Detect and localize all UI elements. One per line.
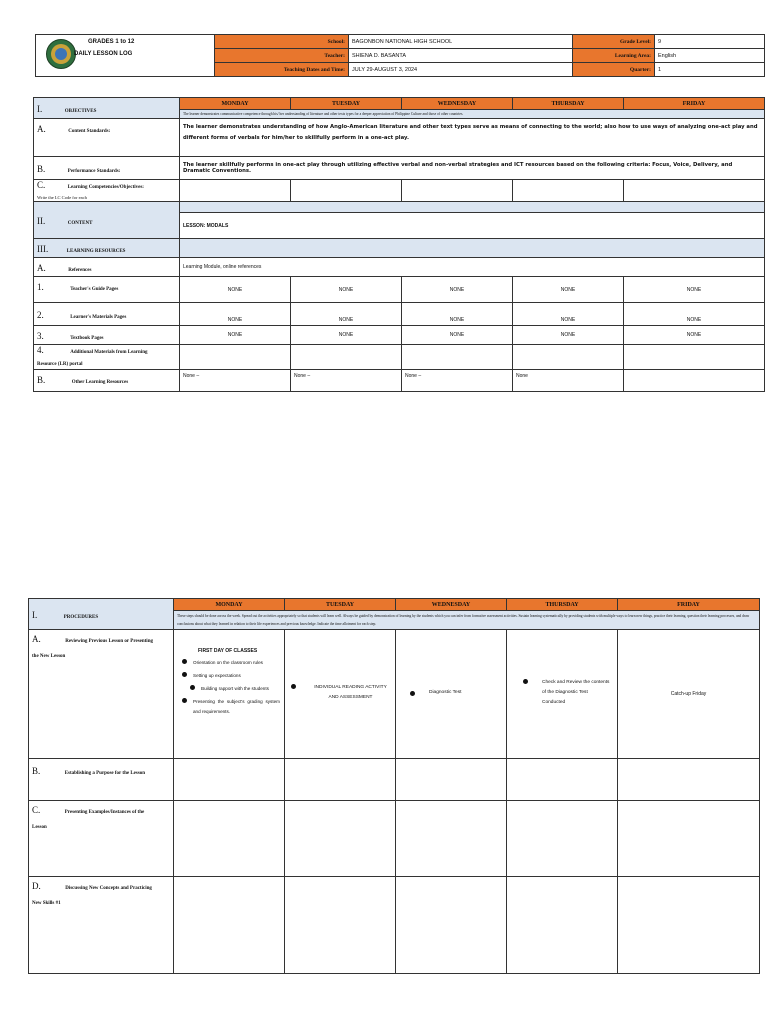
content-title: CONTENT: [67, 221, 93, 226]
learners-materials-friday: NONE: [624, 303, 765, 326]
textbook-pages-number: 3.: [37, 331, 44, 341]
content-number: II.: [37, 216, 46, 226]
proc-day-header-tuesday: TUESDAY: [285, 599, 396, 611]
procedures-title: PROCEDURES: [63, 615, 99, 620]
presenting-thursday: [507, 801, 618, 877]
establishing-tuesday: [285, 759, 396, 801]
reviewing-number: A.: [32, 634, 41, 644]
tuesday-bullet: [291, 683, 389, 703]
bullet-icon: [182, 659, 187, 664]
other-resources-friday: [624, 370, 765, 392]
teachers-guide-friday: NONE: [624, 277, 765, 303]
presenting-number: C.: [32, 805, 41, 815]
discussing-number: D.: [32, 881, 41, 891]
discussing-tuesday: [285, 877, 396, 974]
objectives-title: OBJECTIVES: [64, 109, 97, 114]
performance-standards-number: B.: [37, 164, 46, 174]
tuesday-activity: INDIVIDUAL READING ACTIVITY AND ASSESSMENT: [314, 684, 387, 700]
learners-materials-monday: NONE: [180, 303, 291, 326]
other-resources-wednesday: None –: [402, 370, 513, 392]
other-resources-tuesday: None –: [291, 370, 402, 392]
school-value: BAGONBON NATIONAL HIGH SCHOOL: [349, 35, 573, 49]
day-header-monday: MONDAY: [180, 98, 291, 110]
textbook-pages-wednesday: NONE: [402, 326, 513, 345]
textbook-pages-tuesday: NONE: [291, 326, 402, 345]
proc-day-header-monday: MONDAY: [174, 599, 285, 611]
teacher-label: Teacher:: [215, 49, 349, 63]
grade-value: 9: [655, 35, 765, 49]
content-heading-cell: [34, 202, 180, 239]
area-label: Learning Area:: [573, 49, 655, 63]
additional-materials-friday: [624, 345, 765, 370]
presenting-wednesday: [396, 801, 507, 877]
bullet-icon: [291, 684, 296, 689]
monday-first-day-heading: FIRST DAY OF CLASSES: [198, 648, 258, 654]
reviewing-title: Reviewing Previous Lesson or Presenting: [65, 639, 153, 644]
monday-bullet-2-text: Setting up expectations: [193, 673, 241, 678]
lc-monday: [180, 180, 291, 202]
other-resources-title: Other Learning Resources: [71, 380, 129, 385]
learners-materials-wednesday: NONE: [402, 303, 513, 326]
reviewing-friday: Catch-up Friday: [618, 630, 760, 759]
procedures-heading-cell: [29, 599, 174, 630]
bullet-icon: [523, 679, 528, 684]
establishing-monday: [174, 759, 285, 801]
teachers-guide-wednesday: NONE: [402, 277, 513, 303]
procedures-table: [28, 598, 760, 974]
learning-competencies-sub: Write the LC Code for each: [37, 195, 87, 200]
references-title: References: [68, 268, 92, 273]
thursday-activity: Check and Review the contents of the Diagnostic Test Conducted: [542, 679, 610, 705]
learning-competencies-label: [34, 180, 180, 202]
discussing-monday: [174, 877, 285, 974]
teachers-guide-label: [34, 277, 180, 303]
grade-label: Grade Level:: [573, 35, 655, 49]
textbook-pages-monday: NONE: [180, 326, 291, 345]
monday-bullet-1: [182, 658, 280, 668]
textbook-pages-label: [34, 326, 180, 345]
learners-materials-tuesday: NONE: [291, 303, 402, 326]
school-label: School:: [215, 35, 349, 49]
bullet-icon: [182, 698, 187, 703]
other-resources-number: B.: [37, 375, 46, 385]
discussing-wednesday: [396, 877, 507, 974]
day-header-thursday: THURSDAY: [513, 98, 624, 110]
other-resources-monday: None –: [180, 370, 291, 392]
discussing-label: [29, 877, 174, 974]
deped-seal-icon: [46, 39, 76, 69]
monday-bullet-1-text: Orientation on the classroom rules: [193, 660, 263, 665]
additional-materials-wednesday: [402, 345, 513, 370]
monday-bullet-2: [182, 671, 280, 681]
learners-materials-thursday: NONE: [513, 303, 624, 326]
resources-title: LEARNING RESOURCES: [66, 249, 126, 254]
quarter-label: Quarter:: [573, 63, 655, 77]
dates-label: Teaching Dates and Time:: [215, 63, 349, 77]
learning-competencies-title: Learning Competencies/Objectives:: [67, 185, 144, 190]
quarter-value: 1: [655, 63, 765, 77]
thursday-bullet: [523, 678, 611, 708]
objectives-note: The learner demonstrates communicative competence through his/ her understanding of literature and other texts types for a deeper appreciation of Philippine Culture and those of other countries.: [180, 110, 765, 119]
additional-materials-thursday: [513, 345, 624, 370]
proc-day-header-friday: FRIDAY: [618, 599, 760, 611]
lc-tuesday: [291, 180, 402, 202]
bullet-icon: [190, 685, 195, 690]
reviewing-label: [29, 630, 174, 759]
resources-number: III.: [37, 244, 49, 254]
bullet-icon: [182, 672, 187, 677]
learning-competencies-number: C.: [37, 180, 46, 190]
monday-bullet-3: [190, 684, 280, 694]
teachers-guide-number: 1.: [37, 282, 44, 292]
establishing-thursday: [507, 759, 618, 801]
additional-materials-monday: [180, 345, 291, 370]
wednesday-bullet: [410, 690, 492, 696]
bullet-icon: [410, 691, 415, 696]
discussing-thursday: [507, 877, 618, 974]
proc-day-header-thursday: THURSDAY: [507, 599, 618, 611]
reviewing-thursday: [507, 630, 618, 759]
learners-materials-number: 2.: [37, 310, 44, 320]
monday-bullet-3-text: Building rapport with the students: [201, 686, 269, 691]
other-resources-thursday: None: [513, 370, 624, 392]
teachers-guide-tuesday: NONE: [291, 277, 402, 303]
day-header-wednesday: WEDNESDAY: [402, 98, 513, 110]
content-standards-label: [34, 119, 180, 157]
lc-friday: [624, 180, 765, 202]
additional-materials-label: [34, 345, 180, 370]
additional-materials-tuesday: [291, 345, 402, 370]
textbook-pages-friday: NONE: [624, 326, 765, 345]
textbook-pages-thursday: NONE: [513, 326, 624, 345]
other-resources-label: [34, 370, 180, 392]
reviewing-wednesday: [396, 630, 507, 759]
title-line-1: GRADES 1 to 12: [88, 39, 135, 45]
teacher-value: SHIENA D. BASANTA: [349, 49, 573, 63]
monday-bullet-4-text: Presenting the subject's grading system and requirements.: [193, 699, 280, 714]
additional-materials-title: Additional Materials from Learning: [70, 350, 148, 355]
area-value: English: [655, 49, 765, 63]
resources-blue-band: [180, 239, 765, 258]
dates-value: JULY 29-AUGUST 3, 2024: [349, 63, 573, 77]
title-line-2: DAILY LESSON LOG: [74, 51, 133, 57]
lc-thursday: [513, 180, 624, 202]
presenting-friday: [618, 801, 760, 877]
discussing-title: Discussing New Concepts and Practicing: [65, 886, 152, 891]
wednesday-activity: Diagnostic Test: [429, 689, 462, 695]
discussing-title-2: New Skills #1: [32, 901, 61, 906]
procedures-number: I.: [32, 610, 38, 620]
reviewing-monday: [174, 630, 285, 759]
proc-day-header-wednesday: WEDNESDAY: [396, 599, 507, 611]
lc-wednesday: [402, 180, 513, 202]
presenting-label: [29, 801, 174, 877]
teachers-guide-title: Teacher's Guide Pages: [70, 287, 119, 292]
lesson-title: LESSON: MODALS: [180, 213, 765, 239]
references-text: Learning Module, online references: [180, 258, 765, 277]
procedures-note: These steps should be done across the week. Spread out the activities appropriately so that students will learn well. Always be guided by demonstration of learning by the students which you can infer from formative assessment activities. Sustain learning systematically by providing students with multiple ways to learn new things, practice their learning, question their learning processes, and draw conclusions about what they learned in relation to their life experiences and previous knowledge. Indicate the time allotment for each step.: [174, 611, 760, 630]
content-standards-text: The learner demonstrates understanding of how Anglo-American literature and other text types serve as means of connecting to the world; also how to use ways of analyzing one-act play and different forms of verbals for him/her to skillfully perform in a one-act play.: [180, 119, 765, 157]
reviewing-title-2: the New Lesson: [32, 654, 66, 659]
content-blue-band: [180, 202, 765, 213]
textbook-pages-title: Textbook Pages: [70, 336, 104, 341]
performance-standards-title: Performance Standards:: [67, 169, 121, 174]
presenting-tuesday: [285, 801, 396, 877]
objectives-heading-cell: [34, 98, 180, 119]
establishing-number: B.: [32, 766, 41, 776]
establishing-wednesday: [396, 759, 507, 801]
establishing-friday: [618, 759, 760, 801]
performance-standards-label: [34, 157, 180, 180]
header-table: [35, 34, 765, 77]
presenting-title: Presenting Examples/Instances of the: [64, 810, 145, 815]
references-label: [34, 258, 180, 277]
presenting-title-2: Lesson: [32, 825, 47, 830]
learners-materials-label: [34, 303, 180, 326]
performance-standards-text: The learner skillfully performs in one-act play through utilizing effective verbal and non-verbal strategies and ICT resources based on the following criteria: Focus, Voice, Delivery, and Dramatic Conventions.: [180, 157, 765, 180]
teachers-guide-thursday: NONE: [513, 277, 624, 303]
additional-materials-number: 4.: [37, 345, 44, 355]
learners-materials-title: Learner's Materials Pages: [70, 315, 127, 320]
discussing-friday: [618, 877, 760, 974]
content-standards-number: A.: [37, 124, 46, 134]
establishing-label: [29, 759, 174, 801]
teachers-guide-monday: NONE: [180, 277, 291, 303]
resources-heading-cell: [34, 239, 180, 258]
establishing-title: Establishing a Purpose for the Lesson: [64, 771, 146, 776]
objectives-number: I.: [37, 104, 43, 114]
references-number: A.: [37, 263, 46, 273]
title-cell: [36, 35, 215, 77]
objectives-table: [33, 97, 765, 392]
presenting-monday: [174, 801, 285, 877]
reviewing-tuesday: [285, 630, 396, 759]
additional-materials-title-2: Resource (LR) portal: [37, 362, 83, 367]
day-header-friday: FRIDAY: [624, 98, 765, 110]
content-standards-title: Content Standards:: [68, 129, 111, 134]
day-header-tuesday: TUESDAY: [291, 98, 402, 110]
monday-bullet-4: [182, 697, 280, 717]
